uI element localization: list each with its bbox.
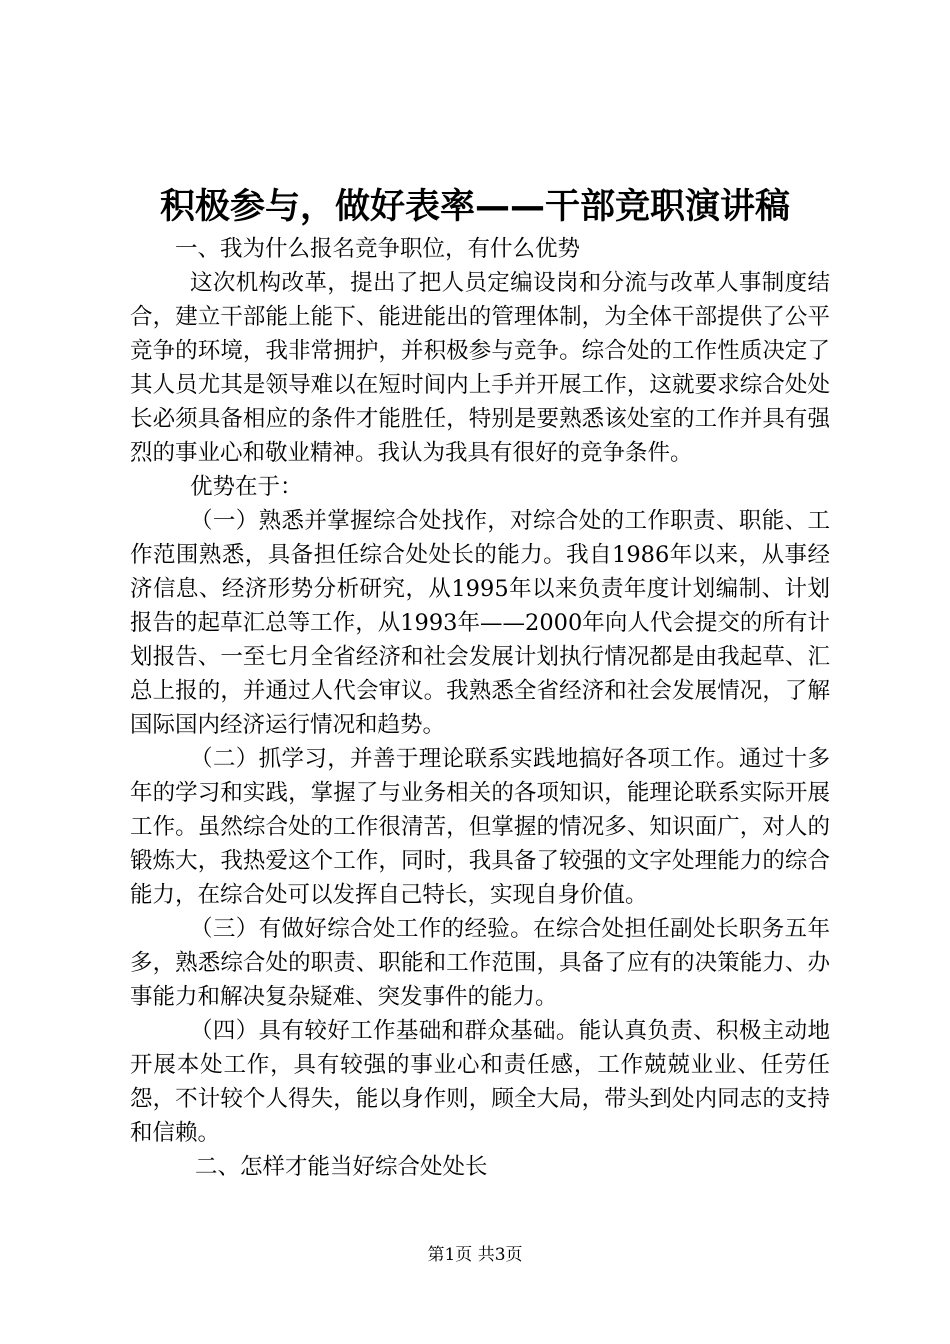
section-heading-2: 二、怎样才能当好综合处处长 (195, 1154, 488, 1180)
paragraph-advantages-label: 优势在于： (190, 474, 303, 500)
document-body (130, 232, 830, 1184)
paragraph-advantage-2: （二）抓学习，并善于理论联系实践地搞好各项工作。通过十多年的学习和实践，掌握了与业务相关的各项知识，能理论联系实际开展工作。虽然综合处的工作很清苦，但掌握的情况多、知识面广，对人的锻炼大，我热爱这个工作，同时，我具备了较强的文字处理能力的综合能力，在综合处可以发挥自己特长，实现自身价值。 (130, 746, 830, 908)
document-title: 积极参与，做好表率——干部竞职演讲稿 (159, 187, 790, 227)
paragraph-advantage-1: （一）熟悉并掌握综合处找作，对综合处的工作职责、职能、工作范围熟悉，具备担任综合处处长的能力。我自1986年以来，从事经济信息、经济形势分析研究，从1995年以来负责年度计划编制、计划报告的起草汇总等工作，从1993年——2000年向人代会提交的所有计划报告、一至七月全省经济和社会发展计划执行情况都是由我起草、汇总上报的，并通过人代会审议。我熟悉全省经济和社会发展情况，了解国际国内经济运行情况和趋势。 (130, 508, 830, 738)
section-heading-1: 一、我为什么报名竞争职位，有什么优势 (175, 236, 581, 262)
paragraph-advantage-3: （三）有做好综合处工作的经验。在综合处担任副处长职务五年多，熟悉综合处的职责、职能和工作范围，具备了应有的决策能力、办事能力和解决复杂疑难、突发事件的能力。 (130, 916, 830, 1010)
page-number-footer: 第1页 共3页 (427, 1245, 523, 1265)
paragraph-advantage-4: （四）具有较好工作基础和群众基础。能认真负责、积极主动地开展本处工作，具有较强的事业心和责任感，工作兢兢业业、任劳任怨，不计较个人得失，能以身作则，顾全大局，带头到处内同志的支持和信赖。 (130, 1018, 830, 1146)
paragraph-intro: 这次机构改革，提出了把人员定编设岗和分流与改革人事制度结合，建立干部能上能下、能进能出的管理体制，为全体干部提供了公平竞争的环境，我非常拥护，并积极参与竞争。综合处的工作性质决定了其人员尤其是领导难以在短时间内上手并开展工作，这就要求综合处处长必须具备相应的条件才能胜任，特别是要熟悉该处室的工作并具有强烈的事业心和敬业精神。我认为我具有很好的竞争条件。 (130, 270, 830, 466)
